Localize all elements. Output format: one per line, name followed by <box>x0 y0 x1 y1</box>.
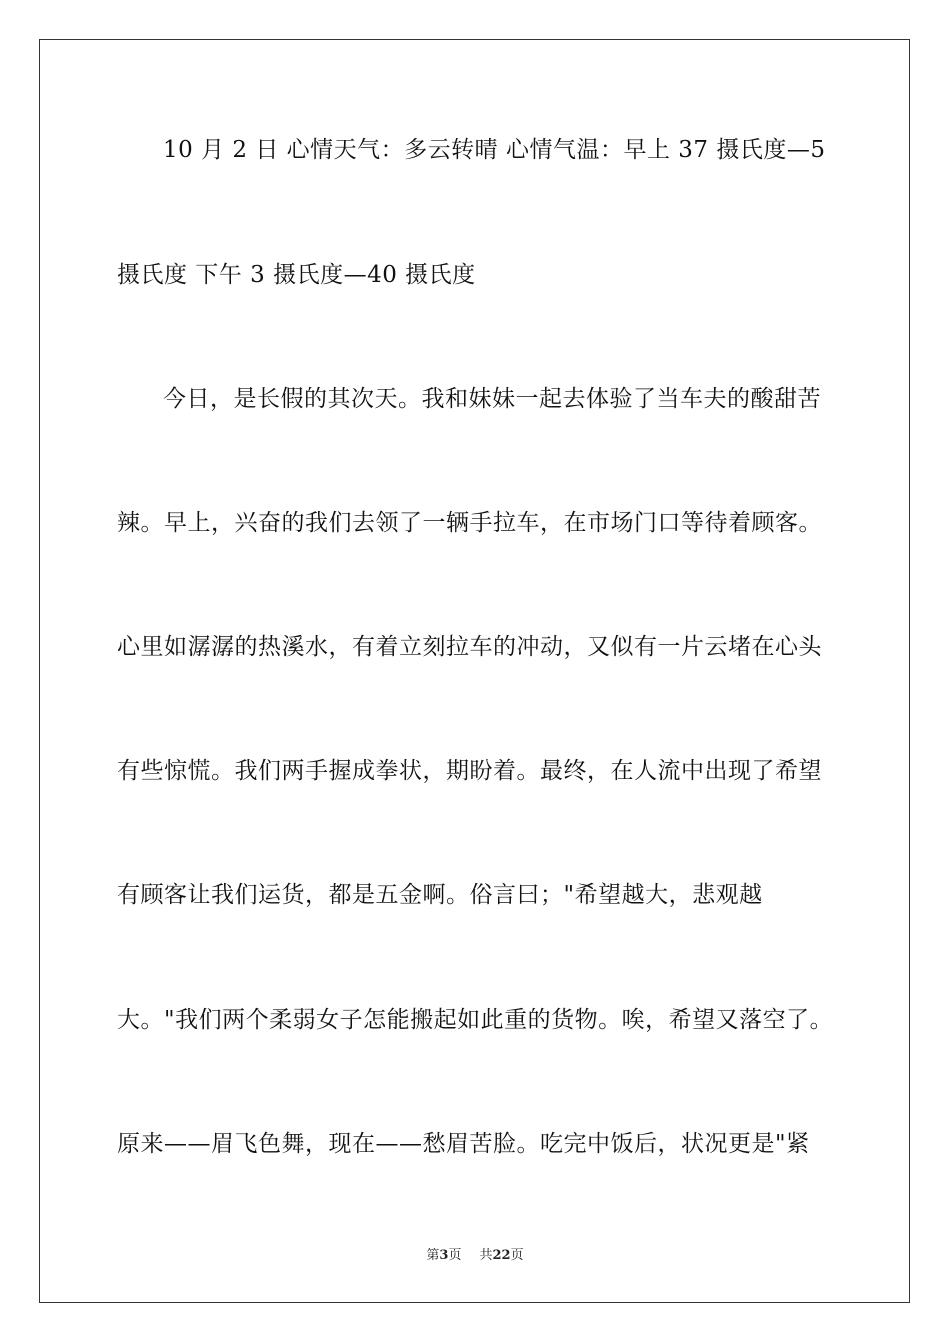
page-number: 3 <box>439 1248 449 1263</box>
total-pages: 22 <box>492 1248 511 1263</box>
text-line-2: 摄氏度 下午 3 摄氏度—40 摄氏度 <box>117 262 476 288</box>
text-line-3: 今日，是长假的其次天。我和妹妹一起去体验了当车夫的酸甜苦 <box>163 386 821 412</box>
page-border <box>39 39 910 1303</box>
total-suffix: 页 <box>510 1248 524 1263</box>
page-prefix: 第 <box>426 1248 440 1263</box>
text-line-8: 大。"我们两个柔弱女子怎能搬起如此重的货物。唉，希望又落空了。 <box>117 1007 834 1033</box>
total-prefix: 共 <box>479 1248 493 1263</box>
text-line-4: 辣。早上，兴奋的我们去领了一辆手拉车，在市场门口等待着顾客。 <box>117 510 822 536</box>
text-line-6: 有些惊慌。我们两手握成拳状，期盼着。最终，在人流中出现了希望 <box>117 758 822 784</box>
text-line-9: 原来——眉飞色舞，现在——愁眉苦脸。吃完中饭后，状况更是"紧 <box>117 1131 810 1157</box>
text-line-1: 10 月 2 日 心情天气：多云转晴 心情气温：早上 37 摄氏度—5 <box>163 137 826 163</box>
page-footer <box>0 1244 950 1263</box>
page-suffix: 页 <box>448 1248 462 1263</box>
text-line-5: 心里如潺潺的热溪水，有着立刻拉车的冲动，又似有一片云堵在心头 <box>117 634 822 660</box>
text-line-7: 有顾客让我们运货，都是五金啊。俗言曰；"希望越大，悲观越 <box>117 882 763 908</box>
